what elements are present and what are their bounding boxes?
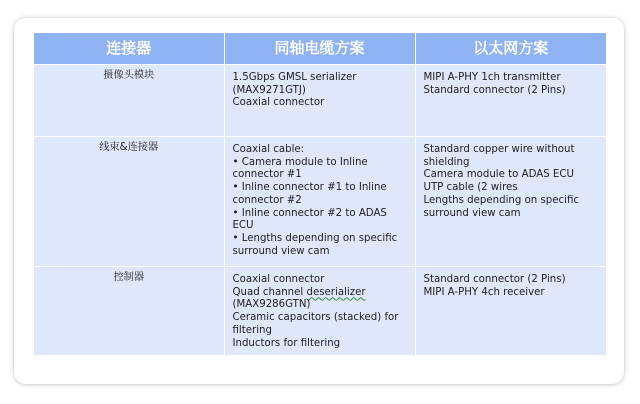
table-row xyxy=(34,65,606,137)
cell-line: (MAX9271GTJ) xyxy=(232,84,306,96)
ethernet-cell xyxy=(415,267,606,356)
cell-line: (MAX9286GTN) xyxy=(232,299,311,311)
cell-text: Quad channel xyxy=(232,286,307,298)
cell-line: • Inline connector #2 to ADAS ECU xyxy=(232,207,387,232)
cell-line: Camera module to ADAS ECU xyxy=(423,169,574,181)
row-label: 线束&连接器 xyxy=(34,137,224,267)
cell-line: • Camera module to Inline xyxy=(232,156,368,168)
cell-line: Coaxial cable: xyxy=(232,144,305,155)
cell-line: Standard connector (2 Pins) xyxy=(423,84,566,96)
cell-line: Standard copper wire without xyxy=(423,144,575,155)
cell-line: • Inline connector #1 to Inline xyxy=(232,182,387,194)
header-connector: 连接器 xyxy=(34,33,224,65)
cell-line: surround view cam xyxy=(423,207,521,219)
cell-line: Coaxial connector xyxy=(232,97,325,109)
ethernet-cell xyxy=(415,137,606,267)
cell-line: filtering xyxy=(232,324,272,336)
cell-line xyxy=(233,287,407,300)
cell-line: connector #1 xyxy=(232,169,302,181)
cell-line: • Lengths depending on specific xyxy=(232,232,398,244)
coax-cell xyxy=(224,267,415,356)
row-label: 摄像头模块 xyxy=(34,65,224,137)
coax-cell xyxy=(224,65,415,137)
cell-line: Standard connector (2 Pins) xyxy=(423,274,566,285)
cell-line: UTP cable (2 wires xyxy=(423,182,518,194)
row-label: 控制器 xyxy=(34,267,224,356)
cell-line: shielding xyxy=(423,156,470,168)
comparison-table xyxy=(34,33,606,355)
table-row xyxy=(34,267,606,356)
header-coax-solution: 同轴电缆方案 xyxy=(224,33,415,65)
spellcheck-underlined-word: deserializer xyxy=(306,286,366,298)
cell-line: Inductors for filtering xyxy=(232,337,341,349)
cell-line: Ceramic capacitors (stacked) for xyxy=(232,312,399,324)
cell-line: 1.5Gbps GMSL serializer xyxy=(232,72,357,83)
header-ethernet-solution: 以太网方案 xyxy=(415,33,606,65)
cell-line: connector #2 xyxy=(232,194,302,206)
cell-line: surround view cam xyxy=(232,245,330,257)
ethernet-cell xyxy=(415,65,606,137)
table-row xyxy=(34,137,606,267)
table-header-row xyxy=(34,33,606,65)
cell-line: Lengths depending on specific xyxy=(423,194,579,206)
cell-line: Coaxial connector xyxy=(232,274,325,285)
cell-line: MIPI A-PHY 1ch transmitter xyxy=(423,72,561,83)
cell-line: MIPI A-PHY 4ch receiver xyxy=(423,286,545,298)
coax-cell xyxy=(224,137,415,267)
